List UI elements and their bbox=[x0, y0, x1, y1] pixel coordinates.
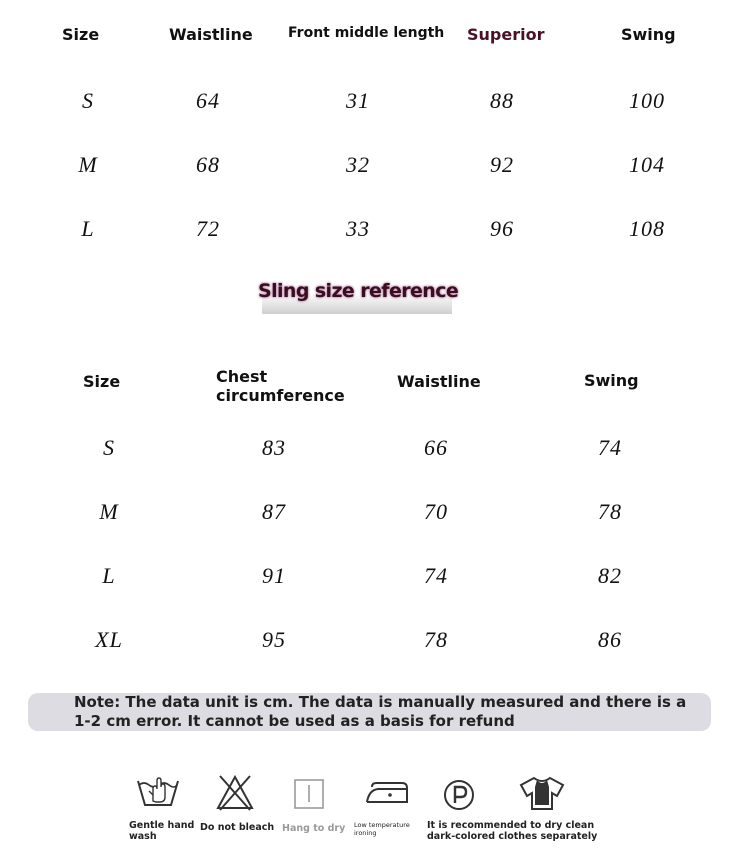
table2-cell: 87 bbox=[262, 499, 286, 524]
table1-header-size: Size bbox=[62, 25, 100, 44]
section-title: Sling size reference bbox=[258, 280, 459, 302]
table1-header-waistline: Waistline bbox=[169, 25, 253, 44]
note-box bbox=[28, 693, 711, 731]
table1-cell: M bbox=[78, 152, 98, 177]
care-label: It is recommended to dry clean dark-colored clothes separately bbox=[427, 820, 598, 842]
care-label: Do not bleach bbox=[200, 822, 275, 833]
care-label: Low temperature ironing bbox=[354, 821, 410, 837]
table1-cell: 108 bbox=[629, 216, 665, 241]
care-label: Hang to dry bbox=[282, 823, 346, 834]
table2-header-waistline: Waistline bbox=[397, 372, 481, 391]
care-label: Gentle hand wash bbox=[129, 820, 195, 842]
note-text: Note: The data unit is cm. The data is manually measured and there is a 1-2 cm error. It cannot be used as a basis for refund bbox=[74, 693, 687, 730]
dry-clean-icon bbox=[443, 779, 475, 811]
table2-cell: XL bbox=[95, 627, 123, 652]
table2-cell: 91 bbox=[262, 563, 286, 588]
table1-cell: 96 bbox=[490, 216, 514, 241]
table2-cell: 66 bbox=[424, 435, 448, 460]
table2-cell: S bbox=[103, 435, 115, 460]
table2-header-swing: Swing bbox=[584, 371, 639, 390]
table1-cell: L bbox=[81, 216, 95, 241]
table1-header-front-middle-length: Front middle length bbox=[288, 25, 445, 41]
table1-cell: 100 bbox=[629, 88, 665, 113]
hang-dry-icon bbox=[293, 778, 325, 810]
table2-cell: M bbox=[99, 499, 119, 524]
table2-cell: 74 bbox=[598, 435, 622, 460]
no-bleach-icon bbox=[214, 772, 256, 814]
table1-cell: 31 bbox=[346, 88, 370, 113]
table1-cell: 104 bbox=[629, 152, 665, 177]
table2-cell: 70 bbox=[424, 499, 448, 524]
low-temperature-iron-icon bbox=[364, 780, 410, 806]
table1-header-superior: Superior bbox=[467, 25, 545, 44]
table2-header-chest-circumference: Chest circumference bbox=[216, 367, 345, 405]
table2-cell: L bbox=[102, 563, 116, 588]
hand-wash-icon bbox=[136, 775, 180, 809]
table2-cell: 78 bbox=[424, 627, 448, 652]
table2-cell: 86 bbox=[598, 627, 622, 652]
table1-cell: 72 bbox=[196, 216, 220, 241]
table1-cell: 64 bbox=[196, 88, 220, 113]
table2-cell: 78 bbox=[598, 499, 622, 524]
garment-icon bbox=[519, 775, 565, 811]
table1-cell: 92 bbox=[490, 152, 514, 177]
table1-cell: 33 bbox=[346, 216, 370, 241]
table2-cell: 82 bbox=[598, 563, 622, 588]
table2-cell: 74 bbox=[424, 563, 448, 588]
section-title-banner bbox=[258, 280, 459, 314]
table1-cell: 88 bbox=[490, 88, 514, 113]
table1-cell: 68 bbox=[196, 152, 220, 177]
table1-cell: S bbox=[82, 88, 94, 113]
table1-cell: 32 bbox=[346, 152, 370, 177]
table1-header-swing: Swing bbox=[621, 25, 676, 44]
table2-cell: 95 bbox=[262, 627, 286, 652]
table2-header-size: Size bbox=[83, 372, 121, 391]
table2-cell: 83 bbox=[262, 435, 286, 460]
